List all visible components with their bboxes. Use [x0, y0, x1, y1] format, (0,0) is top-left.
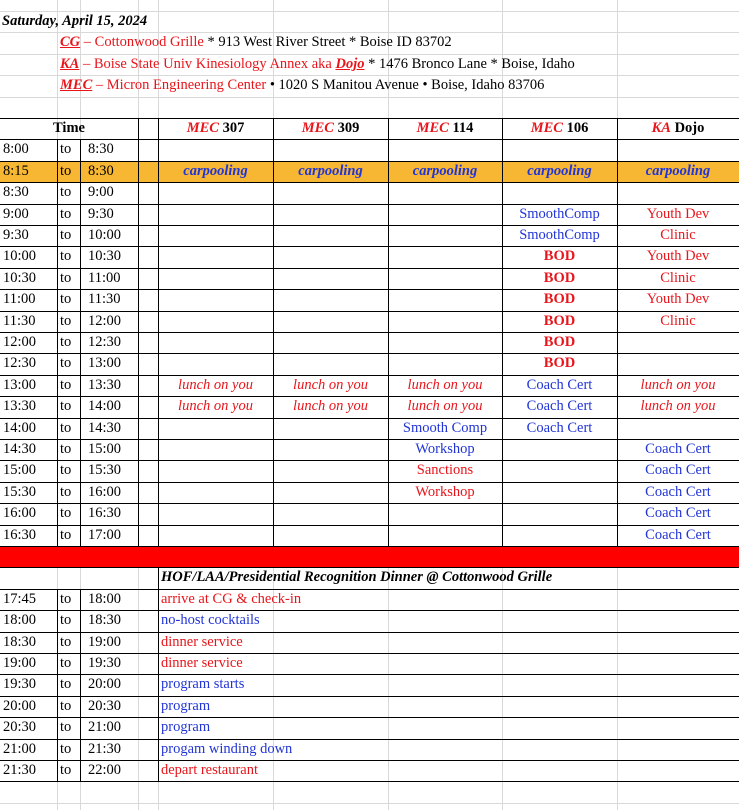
- dinner-item: arrive at CG & check-in: [161, 590, 302, 607]
- time-end: 20:00: [88, 676, 122, 693]
- time-end: 14:30: [88, 419, 122, 436]
- time-end: 9:30: [88, 205, 114, 222]
- time-start: 13:00: [3, 376, 37, 393]
- time-to: to: [60, 162, 72, 179]
- time-start: 8:15: [3, 162, 29, 179]
- time-start: 9:30: [3, 227, 29, 243]
- table-border: [0, 632, 739, 633]
- table-border: [0, 246, 739, 247]
- schedule-cell: lunch on you: [178, 398, 253, 415]
- header-room-code: KA: [651, 120, 671, 136]
- time-to: to: [60, 419, 72, 436]
- time-start: 12:30: [3, 355, 37, 372]
- schedule-cell: Sanctions: [416, 462, 474, 479]
- header-room-number: 309: [333, 120, 360, 136]
- table-border: [502, 118, 503, 546]
- grid-row-line: [0, 97, 739, 98]
- time-start: 19:30: [3, 676, 37, 693]
- table-border: [57, 139, 58, 546]
- header-room: [273, 120, 388, 137]
- time-to: to: [60, 334, 72, 350]
- time-to: to: [60, 483, 72, 500]
- legend-code: CG: [60, 34, 81, 51]
- time-end: 10:30: [88, 248, 122, 265]
- dinner-item: program: [161, 719, 211, 736]
- schedule-cell: Youth Dev: [646, 205, 710, 222]
- time-start: 8:30: [3, 184, 29, 201]
- header-room-code: MEC: [530, 120, 563, 136]
- table-border: [0, 760, 739, 761]
- schedule-cell: Coach Cert: [526, 376, 593, 393]
- dinner-item: no-host cocktails: [161, 612, 260, 629]
- time-to: to: [60, 719, 72, 736]
- table-border: [388, 118, 389, 546]
- time-start: 18:00: [3, 612, 37, 629]
- dinner-item: program: [161, 697, 211, 714]
- time-end: 11:30: [88, 291, 121, 308]
- schedule-cell: Coach Cert: [645, 526, 711, 543]
- header-room-number: 307: [218, 120, 245, 136]
- table-border: [0, 674, 739, 675]
- time-start: 9:00: [3, 205, 29, 222]
- table-border: [0, 182, 739, 183]
- schedule-cell: BOD: [543, 312, 576, 329]
- legend-location-name: Cottonwood Grille: [94, 34, 204, 51]
- table-border: [0, 482, 739, 483]
- time-to: to: [60, 312, 72, 329]
- schedule-cell: BOD: [543, 334, 576, 350]
- time-to: to: [60, 184, 72, 201]
- legend-location-name: Micron Engineering Center: [106, 77, 267, 94]
- time-start: 18:30: [3, 633, 37, 650]
- time-to: to: [60, 141, 72, 158]
- time-start: 14:30: [3, 441, 37, 457]
- schedule-cell: lunch on you: [407, 398, 483, 415]
- time-to: to: [60, 590, 72, 607]
- time-to: to: [60, 291, 72, 308]
- table-border: [0, 118, 739, 119]
- table-border: [0, 289, 739, 290]
- legend-code: MEC: [60, 77, 93, 94]
- header-room: [158, 120, 273, 137]
- time-to: to: [60, 505, 72, 522]
- schedule-cell: Smooth Comp: [402, 419, 488, 436]
- time-to: to: [60, 355, 72, 372]
- time-start: 15:00: [3, 462, 37, 479]
- table-border: [0, 717, 739, 718]
- legend-address: • 1020 S Manitou Avenue • Boise, Idaho 83706: [266, 77, 545, 94]
- header-room-number: Dojo: [670, 120, 705, 136]
- header-room-number: 114: [448, 120, 474, 136]
- table-border: [0, 311, 739, 312]
- time-end: 17:00: [88, 526, 122, 543]
- time-to: to: [60, 740, 72, 757]
- time-end: 16:30: [88, 505, 122, 522]
- legend-separator: –: [79, 55, 94, 72]
- legend-address: * 1476 Bronco Lane * Boise, Idaho: [364, 55, 575, 72]
- schedule-cell: SmoothComp: [519, 227, 600, 243]
- time-start: 12:00: [3, 334, 37, 350]
- table-border: [80, 589, 81, 782]
- legend-separator: –: [80, 34, 95, 51]
- legend-location-name: Boise State Univ Kinesiology Annex aka: [93, 55, 336, 72]
- table-border: [0, 439, 739, 440]
- table-border: [0, 353, 739, 354]
- time-to: to: [60, 376, 72, 393]
- dinner-item: depart restaurant: [161, 762, 259, 778]
- schedule-cell: BOD: [543, 355, 576, 372]
- schedule-cell: Coach Cert: [645, 505, 711, 522]
- time-start: 20:30: [3, 719, 37, 736]
- time-end: 11:00: [88, 269, 121, 286]
- schedule-cell: lunch on you: [640, 398, 716, 415]
- table-border: [0, 696, 739, 697]
- schedule-cell: BOD: [543, 248, 576, 265]
- dinner-title: HOF/LAA/Presidential Recognition Dinner @ Cottonwood Grille: [161, 569, 553, 586]
- time-end: 19:00: [88, 633, 122, 650]
- time-end: 14:00: [88, 398, 122, 415]
- time-end: 9:00: [88, 184, 114, 201]
- time-end: 18:30: [88, 612, 122, 629]
- schedule-cell: SmoothComp: [519, 205, 600, 222]
- time-to: to: [60, 762, 72, 778]
- header-room: [617, 120, 739, 137]
- time-end: 10:00: [88, 227, 122, 243]
- schedule-cell: Coach Cert: [645, 441, 711, 457]
- schedule-cell: carpooling: [183, 162, 248, 179]
- schedule-cell: Youth Dev: [646, 248, 710, 265]
- schedule-cell: Coach Cert: [526, 398, 593, 415]
- time-start: 19:00: [3, 655, 37, 671]
- schedule-cell: lunch on you: [640, 376, 716, 393]
- table-border: [0, 739, 739, 740]
- table-border: [0, 204, 739, 205]
- table-border: [80, 139, 81, 546]
- schedule-cell: Coach Cert: [645, 483, 711, 500]
- schedule-cell: lunch on you: [293, 398, 368, 415]
- header-room-code: MEC: [186, 120, 219, 136]
- schedule-cell: carpooling: [527, 162, 592, 179]
- table-border: [0, 589, 739, 590]
- time-end: 12:00: [88, 312, 122, 329]
- table-border: [0, 546, 739, 547]
- dinner-item: dinner service: [161, 633, 243, 650]
- time-to: to: [60, 248, 72, 265]
- table-border: [158, 567, 159, 781]
- grid-row-line: [0, 11, 739, 12]
- time-end: 13:00: [88, 355, 122, 372]
- table-border: [0, 396, 739, 397]
- schedule-cell: BOD: [543, 291, 576, 308]
- time-end: 15:30: [88, 462, 122, 479]
- table-border: [0, 781, 739, 782]
- time-end: 22:00: [88, 762, 122, 778]
- table-border: [0, 268, 739, 269]
- grid-row-line: [0, 75, 739, 76]
- schedule-cell: lunch on you: [407, 376, 483, 393]
- time-start: 15:30: [3, 483, 37, 500]
- legend-row: [60, 56, 575, 73]
- time-start: 8:00: [3, 141, 29, 158]
- legend-row: [60, 77, 544, 94]
- time-start: 14:00: [3, 419, 37, 436]
- schedule-cell: carpooling: [298, 162, 363, 179]
- time-to: to: [60, 526, 72, 543]
- table-border: [0, 332, 739, 333]
- schedule-cell: Youth Dev: [646, 291, 710, 308]
- time-to: to: [60, 633, 72, 650]
- grid-row-line: [0, 803, 739, 804]
- time-to: to: [60, 612, 72, 629]
- time-end: 8:30: [88, 141, 114, 158]
- time-end: 12:30: [88, 334, 122, 350]
- time-end: 20:30: [88, 697, 122, 714]
- time-end: 21:00: [88, 719, 122, 736]
- time-start: 11:00: [3, 291, 36, 308]
- dinner-item: dinner service: [161, 655, 243, 671]
- time-start: 17:45: [3, 590, 37, 607]
- table-border: [0, 418, 739, 419]
- legend-separator: –: [92, 77, 107, 94]
- table-border: [0, 161, 739, 162]
- table-border: [57, 589, 58, 782]
- header-room: [388, 120, 502, 137]
- time-to: to: [60, 205, 72, 222]
- time-end: 8:30: [88, 162, 114, 179]
- time-to: to: [60, 697, 72, 714]
- time-end: 18:00: [88, 590, 122, 607]
- time-start: 21:00: [3, 740, 37, 757]
- table-border: [0, 567, 739, 568]
- legend-code: KA: [60, 55, 80, 72]
- time-start: 13:30: [3, 398, 37, 415]
- schedule-cell: Workshop: [415, 483, 475, 500]
- header-time: Time: [53, 120, 85, 136]
- table-border: [158, 118, 159, 546]
- schedule-cell: Coach Cert: [645, 462, 711, 479]
- red-divider: [0, 546, 739, 567]
- time-start: 16:30: [3, 526, 37, 543]
- header-room: [502, 120, 617, 137]
- table-border: [0, 225, 739, 226]
- schedule-date: Saturday, April 15, 2024: [2, 13, 148, 29]
- time-end: 16:00: [88, 483, 122, 500]
- time-start: 21:30: [3, 762, 37, 778]
- table-border: [138, 118, 139, 546]
- schedule-cell: carpooling: [412, 162, 478, 179]
- grid-row-line: [0, 54, 739, 55]
- time-start: 10:30: [3, 269, 37, 286]
- header-room-code: MEC: [416, 120, 449, 136]
- time-to: to: [60, 398, 72, 415]
- legend-row: [60, 34, 452, 51]
- time-to: to: [60, 227, 72, 243]
- time-start: 10:00: [3, 248, 37, 265]
- table-border: [617, 118, 618, 546]
- legend-alias: Dojo: [335, 55, 365, 72]
- time-start: 20:00: [3, 697, 37, 714]
- schedule-cell: Workshop: [415, 441, 475, 457]
- schedule-cell: Clinic: [660, 269, 696, 286]
- schedule-cell: Clinic: [660, 227, 696, 243]
- table-border: [0, 375, 739, 376]
- time-end: 15:00: [88, 441, 122, 457]
- time-start: 16:00: [3, 505, 37, 522]
- table-border: [0, 139, 739, 140]
- header-room-number: 106: [562, 120, 589, 136]
- schedule-cell: Clinic: [660, 312, 696, 329]
- time-start: 11:30: [3, 312, 36, 329]
- schedule-cell: Coach Cert: [526, 419, 593, 436]
- schedule-cell: BOD: [543, 269, 576, 286]
- time-to: to: [60, 655, 72, 671]
- time-end: 19:30: [88, 655, 122, 671]
- time-to: to: [60, 269, 72, 286]
- legend-address: * 913 West River Street * Boise ID 83702: [203, 34, 452, 51]
- time-to: to: [60, 462, 72, 479]
- schedule-cell: carpooling: [645, 162, 711, 179]
- time-to: to: [60, 676, 72, 693]
- schedule-cell: lunch on you: [178, 376, 253, 393]
- time-to: to: [60, 441, 72, 457]
- dinner-item: progam winding down: [161, 740, 293, 757]
- table-border: [0, 525, 739, 526]
- table-border: [0, 503, 739, 504]
- table-border: [0, 653, 739, 654]
- table-border: [0, 610, 739, 611]
- time-end: 13:30: [88, 376, 122, 393]
- table-border: [273, 118, 274, 546]
- time-end: 21:30: [88, 740, 122, 757]
- table-border: [0, 460, 739, 461]
- schedule-cell: lunch on you: [293, 376, 368, 393]
- header-room-code: MEC: [301, 120, 334, 136]
- dinner-item: program starts: [161, 676, 245, 693]
- grid-row-line: [0, 32, 739, 33]
